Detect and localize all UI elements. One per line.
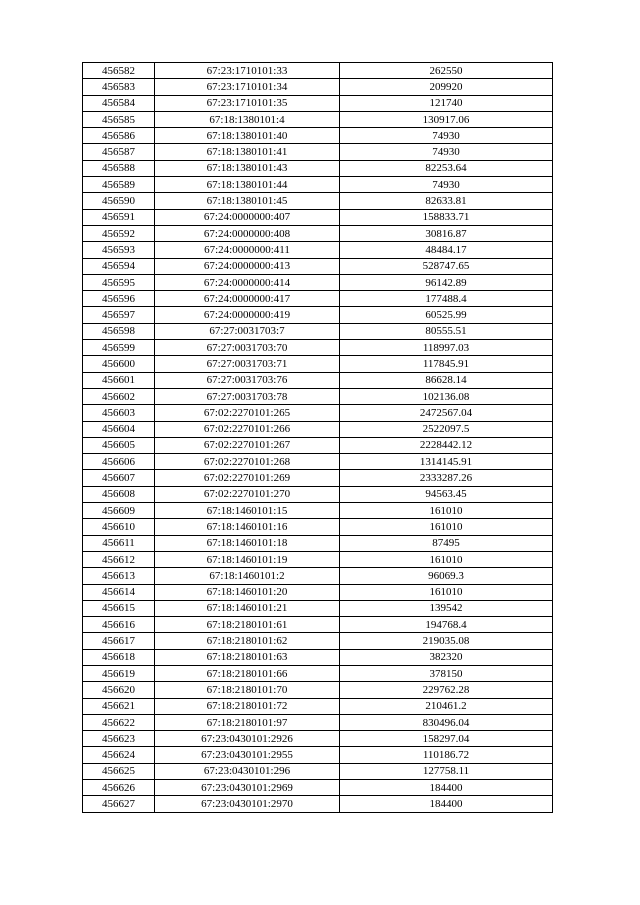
row-number-cell: 456593 <box>83 242 155 258</box>
table-row <box>83 209 553 225</box>
cadastral-number-cell: 67:18:1460101:19 <box>155 551 340 567</box>
row-number-cell: 456603 <box>83 405 155 421</box>
table-row <box>83 421 553 437</box>
value-cell: 80555.51 <box>340 323 553 339</box>
cadastral-number-cell: 67:18:1380101:40 <box>155 128 340 144</box>
cadastral-number-cell: 67:23:0430101:2969 <box>155 780 340 796</box>
data-table <box>82 62 553 813</box>
table-row <box>83 242 553 258</box>
value-cell: 158833.71 <box>340 209 553 225</box>
value-cell: 121740 <box>340 95 553 111</box>
cadastral-number-cell: 67:24:0000000:413 <box>155 258 340 274</box>
value-cell: 161010 <box>340 584 553 600</box>
value-cell: 210461.2 <box>340 698 553 714</box>
value-cell: 184400 <box>340 796 553 812</box>
table-row <box>83 698 553 714</box>
table-row <box>83 307 553 323</box>
value-cell: 96069.3 <box>340 568 553 584</box>
row-number-cell: 456605 <box>83 437 155 453</box>
cadastral-number-cell: 67:18:1460101:2 <box>155 568 340 584</box>
table-row <box>83 128 553 144</box>
row-number-cell: 456607 <box>83 470 155 486</box>
cadastral-number-cell: 67:18:1380101:43 <box>155 160 340 176</box>
value-cell: 177488.4 <box>340 291 553 307</box>
cadastral-number-cell: 67:18:2180101:63 <box>155 649 340 665</box>
table-row <box>83 405 553 421</box>
table-row <box>83 682 553 698</box>
cadastral-number-cell: 67:18:1460101:21 <box>155 600 340 616</box>
cadastral-number-cell: 67:27:0031703:71 <box>155 356 340 372</box>
row-number-cell: 456606 <box>83 454 155 470</box>
cadastral-number-cell: 67:18:1380101:44 <box>155 177 340 193</box>
table-row <box>83 225 553 241</box>
value-cell: 139542 <box>340 600 553 616</box>
value-cell: 117845.91 <box>340 356 553 372</box>
row-number-cell: 456582 <box>83 63 155 79</box>
cadastral-number-cell: 67:18:1460101:20 <box>155 584 340 600</box>
cadastral-number-cell: 67:18:1460101:18 <box>155 535 340 551</box>
cadastral-number-cell: 67:23:1710101:34 <box>155 79 340 95</box>
table-row <box>83 111 553 127</box>
table-row <box>83 617 553 633</box>
cadastral-number-cell: 67:18:1380101:45 <box>155 193 340 209</box>
value-cell: 229762.28 <box>340 682 553 698</box>
row-number-cell: 456609 <box>83 503 155 519</box>
row-number-cell: 456600 <box>83 356 155 372</box>
value-cell: 96142.89 <box>340 274 553 290</box>
table-row <box>83 503 553 519</box>
table-row <box>83 714 553 730</box>
cadastral-number-cell: 67:24:0000000:407 <box>155 209 340 225</box>
cadastral-number-cell: 67:18:2180101:72 <box>155 698 340 714</box>
value-cell: 60525.99 <box>340 307 553 323</box>
document-page <box>82 62 552 813</box>
row-number-cell: 456610 <box>83 519 155 535</box>
cadastral-number-cell: 67:18:2180101:97 <box>155 714 340 730</box>
row-number-cell: 456618 <box>83 649 155 665</box>
value-cell: 161010 <box>340 519 553 535</box>
row-number-cell: 456616 <box>83 617 155 633</box>
value-cell: 1314145.91 <box>340 454 553 470</box>
value-cell: 48484.17 <box>340 242 553 258</box>
row-number-cell: 456617 <box>83 633 155 649</box>
cadastral-number-cell: 67:02:2270101:268 <box>155 454 340 470</box>
table-row <box>83 780 553 796</box>
table-row <box>83 177 553 193</box>
value-cell: 194768.4 <box>340 617 553 633</box>
cadastral-number-cell: 67:18:1460101:16 <box>155 519 340 535</box>
value-cell: 209920 <box>340 79 553 95</box>
row-number-cell: 456596 <box>83 291 155 307</box>
cadastral-number-cell: 67:18:2180101:70 <box>155 682 340 698</box>
row-number-cell: 456590 <box>83 193 155 209</box>
cadastral-number-cell: 67:02:2270101:269 <box>155 470 340 486</box>
row-number-cell: 456588 <box>83 160 155 176</box>
cadastral-number-cell: 67:23:1710101:33 <box>155 63 340 79</box>
value-cell: 2228442.12 <box>340 437 553 453</box>
table-row <box>83 160 553 176</box>
value-cell: 82633.81 <box>340 193 553 209</box>
value-cell: 2472567.04 <box>340 405 553 421</box>
table-row <box>83 551 553 567</box>
table-row <box>83 665 553 681</box>
value-cell: 2333287.26 <box>340 470 553 486</box>
row-number-cell: 456619 <box>83 665 155 681</box>
table-row <box>83 356 553 372</box>
row-number-cell: 456612 <box>83 551 155 567</box>
cadastral-number-cell: 67:18:2180101:61 <box>155 617 340 633</box>
cadastral-number-cell: 67:02:2270101:270 <box>155 486 340 502</box>
value-cell: 184400 <box>340 780 553 796</box>
value-cell: 2522097.5 <box>340 421 553 437</box>
cadastral-number-cell: 67:27:0031703:76 <box>155 372 340 388</box>
row-number-cell: 456591 <box>83 209 155 225</box>
row-number-cell: 456621 <box>83 698 155 714</box>
row-number-cell: 456589 <box>83 177 155 193</box>
table-row <box>83 323 553 339</box>
cadastral-number-cell: 67:23:0430101:296 <box>155 763 340 779</box>
table-row <box>83 388 553 404</box>
table-row <box>83 486 553 502</box>
cadastral-number-cell: 67:18:2180101:62 <box>155 633 340 649</box>
cadastral-number-cell: 67:24:0000000:419 <box>155 307 340 323</box>
row-number-cell: 456595 <box>83 274 155 290</box>
cadastral-number-cell: 67:18:2180101:66 <box>155 665 340 681</box>
row-number-cell: 456615 <box>83 600 155 616</box>
value-cell: 382320 <box>340 649 553 665</box>
row-number-cell: 456622 <box>83 714 155 730</box>
table-row <box>83 633 553 649</box>
cadastral-number-cell: 67:27:0031703:70 <box>155 340 340 356</box>
row-number-cell: 456586 <box>83 128 155 144</box>
value-cell: 262550 <box>340 63 553 79</box>
row-number-cell: 456602 <box>83 388 155 404</box>
row-number-cell: 456604 <box>83 421 155 437</box>
cadastral-number-cell: 67:02:2270101:266 <box>155 421 340 437</box>
cadastral-number-cell: 67:18:1460101:15 <box>155 503 340 519</box>
table-row <box>83 274 553 290</box>
row-number-cell: 456583 <box>83 79 155 95</box>
cadastral-number-cell: 67:18:1380101:4 <box>155 111 340 127</box>
value-cell: 130917.06 <box>340 111 553 127</box>
cadastral-number-cell: 67:24:0000000:414 <box>155 274 340 290</box>
value-cell: 102136.08 <box>340 388 553 404</box>
value-cell: 74930 <box>340 144 553 160</box>
table-row <box>83 519 553 535</box>
row-number-cell: 456585 <box>83 111 155 127</box>
table-row <box>83 600 553 616</box>
table-row <box>83 193 553 209</box>
table-row <box>83 747 553 763</box>
row-number-cell: 456626 <box>83 780 155 796</box>
value-cell: 528747.65 <box>340 258 553 274</box>
row-number-cell: 456624 <box>83 747 155 763</box>
value-cell: 127758.11 <box>340 763 553 779</box>
cadastral-number-cell: 67:27:0031703:7 <box>155 323 340 339</box>
table-row <box>83 731 553 747</box>
row-number-cell: 456594 <box>83 258 155 274</box>
row-number-cell: 456584 <box>83 95 155 111</box>
row-number-cell: 456627 <box>83 796 155 812</box>
cadastral-number-cell: 67:23:0430101:2970 <box>155 796 340 812</box>
value-cell: 830496.04 <box>340 714 553 730</box>
value-cell: 74930 <box>340 177 553 193</box>
cadastral-number-cell: 67:18:1380101:41 <box>155 144 340 160</box>
value-cell: 378150 <box>340 665 553 681</box>
row-number-cell: 456623 <box>83 731 155 747</box>
value-cell: 219035.08 <box>340 633 553 649</box>
value-cell: 158297.04 <box>340 731 553 747</box>
row-number-cell: 456599 <box>83 340 155 356</box>
value-cell: 110186.72 <box>340 747 553 763</box>
value-cell: 30816.87 <box>340 225 553 241</box>
table-row <box>83 584 553 600</box>
table-row <box>83 568 553 584</box>
cadastral-number-cell: 67:02:2270101:265 <box>155 405 340 421</box>
table-row <box>83 95 553 111</box>
table-row <box>83 340 553 356</box>
table-row <box>83 763 553 779</box>
value-cell: 161010 <box>340 551 553 567</box>
cadastral-number-cell: 67:23:1710101:35 <box>155 95 340 111</box>
row-number-cell: 456587 <box>83 144 155 160</box>
table-row <box>83 649 553 665</box>
table-row <box>83 144 553 160</box>
row-number-cell: 456601 <box>83 372 155 388</box>
table-row <box>83 291 553 307</box>
row-number-cell: 456625 <box>83 763 155 779</box>
cadastral-number-cell: 67:24:0000000:417 <box>155 291 340 307</box>
table-row <box>83 470 553 486</box>
cadastral-number-cell: 67:02:2270101:267 <box>155 437 340 453</box>
cadastral-number-cell: 67:24:0000000:411 <box>155 242 340 258</box>
table-row <box>83 796 553 812</box>
table-row <box>83 372 553 388</box>
row-number-cell: 456620 <box>83 682 155 698</box>
table-row <box>83 454 553 470</box>
table-row <box>83 63 553 79</box>
table-row <box>83 79 553 95</box>
value-cell: 118997.03 <box>340 340 553 356</box>
row-number-cell: 456613 <box>83 568 155 584</box>
row-number-cell: 456592 <box>83 225 155 241</box>
row-number-cell: 456598 <box>83 323 155 339</box>
table-row <box>83 437 553 453</box>
table-body <box>83 63 553 813</box>
cadastral-number-cell: 67:27:0031703:78 <box>155 388 340 404</box>
value-cell: 74930 <box>340 128 553 144</box>
cadastral-number-cell: 67:24:0000000:408 <box>155 225 340 241</box>
value-cell: 161010 <box>340 503 553 519</box>
cadastral-number-cell: 67:23:0430101:2926 <box>155 731 340 747</box>
value-cell: 87495 <box>340 535 553 551</box>
value-cell: 86628.14 <box>340 372 553 388</box>
row-number-cell: 456608 <box>83 486 155 502</box>
table-row <box>83 535 553 551</box>
value-cell: 94563.45 <box>340 486 553 502</box>
row-number-cell: 456614 <box>83 584 155 600</box>
row-number-cell: 456611 <box>83 535 155 551</box>
value-cell: 82253.64 <box>340 160 553 176</box>
table-row <box>83 258 553 274</box>
row-number-cell: 456597 <box>83 307 155 323</box>
cadastral-number-cell: 67:23:0430101:2955 <box>155 747 340 763</box>
